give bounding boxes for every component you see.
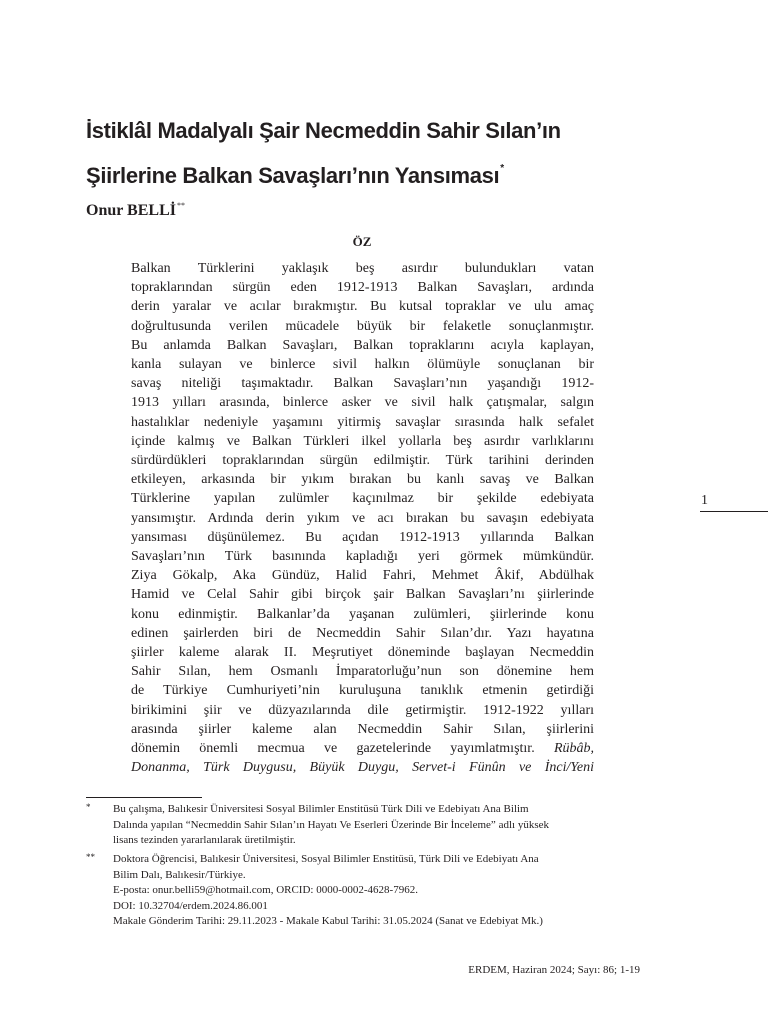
abstract-line: birikimini şiir ve düzyazılarında dile getirmiştir. 1912-1922 yılları [131,702,594,718]
abstract-line: savaş niteliği taşımaktadır. Balkan Savaşları’nın yaşandığı 1912- [131,376,594,392]
abstract-line: Ziya Gökalp, Aka Gündüz, Halid Fahri, Mehmet Âkif, Abdülhak [131,568,594,584]
page-marker: 1 [701,493,708,508]
abstract-italic-journal-names: Rübâb, [553,741,595,757]
footnote-mark: * [86,802,91,812]
abstract-line-text: dönemin önemli mecmua ve gazetelerinde yayımlatmıştır. [131,741,535,757]
footnote-line: Doktora Öğrencisi, Balıkesir Üniversitesi, Sosyal Bilimler Enstitüsü, Türk Dili ve Edebiyatı Ana [113,853,539,865]
abstract-line: arasında şiirler kaleme alan Necmeddin Sahir Sılan, şiirlerini [131,721,594,737]
abstract-line: yansıması düşünülemez. Bu açıdan 1912-1913 yıllarında Balkan [131,529,594,545]
abstract-italic-journal-names: Donanma, Türk Duygusu, Büyük Duygu, Servet-i Fünûn ve İnci/Yeni [131,760,594,776]
abstract-line: derin yaralar ve acılar bırakmıştır. Bu kutsal topraklar ve ulu amaç [131,299,594,315]
abstract-line: edinen şairlerden biri de Necmeddin Sahir Sılan’dır. Yazı hayatına [131,625,594,641]
author-name: Onur BELLİ [86,202,176,219]
page-marker-rule [700,511,768,512]
title-line-2 [86,150,686,195]
title-footnote-mark[interactable]: * [500,163,504,174]
abstract-line: şiirler kaleme alarak II. Meşrutiyet döneminde başlayan Necmeddin [131,645,594,661]
title-line-2-text: Şiirlerine Balkan Savaşları’nın Yansıması [86,163,500,188]
abstract-line: doğrultusunda verilen mücadele büyük bir felaketle sonuçlanmıştır. [131,318,594,334]
abstract-line [131,758,594,777]
footnote-line: Dalında yapılan “Necmeddin Sahir Sılan’ın Hayatı Ve Eserleri Üzerinde Bir İnceleme” adlı yüksek [113,818,549,831]
footnote-mark: ** [86,852,95,862]
abstract-heading: ÖZ [352,234,372,249]
article-title [86,112,686,195]
abstract-line: yansımıştır. Ardında derin yıkım ve acı bırakan bu savaşın edebiyata [131,510,594,526]
abstract-body [131,259,594,777]
abstract-line: konu edinmiştir. Balkanlar’da yaşanan zulümleri, şiirlerinde konu [131,606,594,622]
abstract-line: Balkan Türklerini yaklaşık beş asırdır bulundukları vatan [131,261,594,276]
abstract-line: kanla sulayan ve binlerce sivil halkın ölümüyle sonuçlanan bir [131,357,594,373]
footnote-email-orcid[interactable]: E-posta: onur.belli59@hotmail.com, ORCID: 0000-0002-4628-7962. [113,884,418,897]
abstract-line: Savaşları’nın Türk basınında kapladığı yeri görmek mümkündür. [131,549,594,565]
abstract-line: Sahir Sılan, hem Osmanlı İmparatorluğu’nun son dönemine hem [131,664,594,680]
abstract-line [131,739,594,758]
abstract-line: hastalıklar nedeniyle yaşamını yitirmiş savaşlar sırasında halk sefalet [131,414,594,430]
author-footnote-mark[interactable]: ** [176,201,185,210]
footnote-separator [86,797,202,798]
abstract-line: 1913 yılları arasında, binlerce asker ve sivil halk çatışmalar, salgın [131,395,594,411]
footnote-line: Bu çalışma, Balıkesir Üniversitesi Sosyal Bilimler Enstitüsü Türk Dili ve Edebiyatı Ana Bilim [113,803,529,815]
footnote-line: Bilim Dalı, Balıkesir/Türkiye. [113,868,246,881]
abstract-line: de Türkiye Cumhuriyeti’nin kuruluşuna tanıklık etmenin getirdiği [131,683,594,699]
journal-citation-footer: ERDEM, Haziran 2024; Sayı: 86; 1-19 [468,964,640,976]
abstract-line: sürdürdükleri topraklarından sürgün edilmiştir. Türk tarihini derinden [131,453,594,469]
abstract-line: Bu anlamda Balkan Savaşları, Balkan topraklarını acıyla kaplayan, [131,337,594,353]
footnote-2 [86,852,646,930]
abstract-line: Türklerine yapılan zulümler kaçınılmaz bir şekilde edebiyata [131,491,594,507]
abstract-line: Hamid ve Celal Sahir gibi birçok şair Balkan Savaşları’nı şiirlerinde [131,587,594,603]
footnote-line: lisans tezinden yararlanılarak üretilmiştir. [113,834,296,847]
abstract-line: içinde kalmış ve Balkan Türkleri ilkel yollarla beş asırdır varlıklarını [131,433,594,449]
abstract-line: etkileyen, arkasında bir yıkım bırakan bu kanlı savaş ve Balkan [131,472,594,488]
title-line-1: İstiklâl Madalyalı Şair Necmeddin Sahir Sılan’ın [86,118,561,143]
abstract-line: topraklarından sürgün eden 1912-1913 Balkan Savaşları, ardında [131,280,594,296]
footnote-line: Makale Gönderim Tarihi: 29.11.2023 - Makale Kabul Tarihi: 31.05.2024 (Sanat ve Edebiyat Mk.) [113,915,543,928]
footnote-1 [86,802,646,849]
footnote-doi[interactable]: DOI: 10.32704/erdem.2024.86.001 [113,899,268,912]
author [86,196,185,221]
